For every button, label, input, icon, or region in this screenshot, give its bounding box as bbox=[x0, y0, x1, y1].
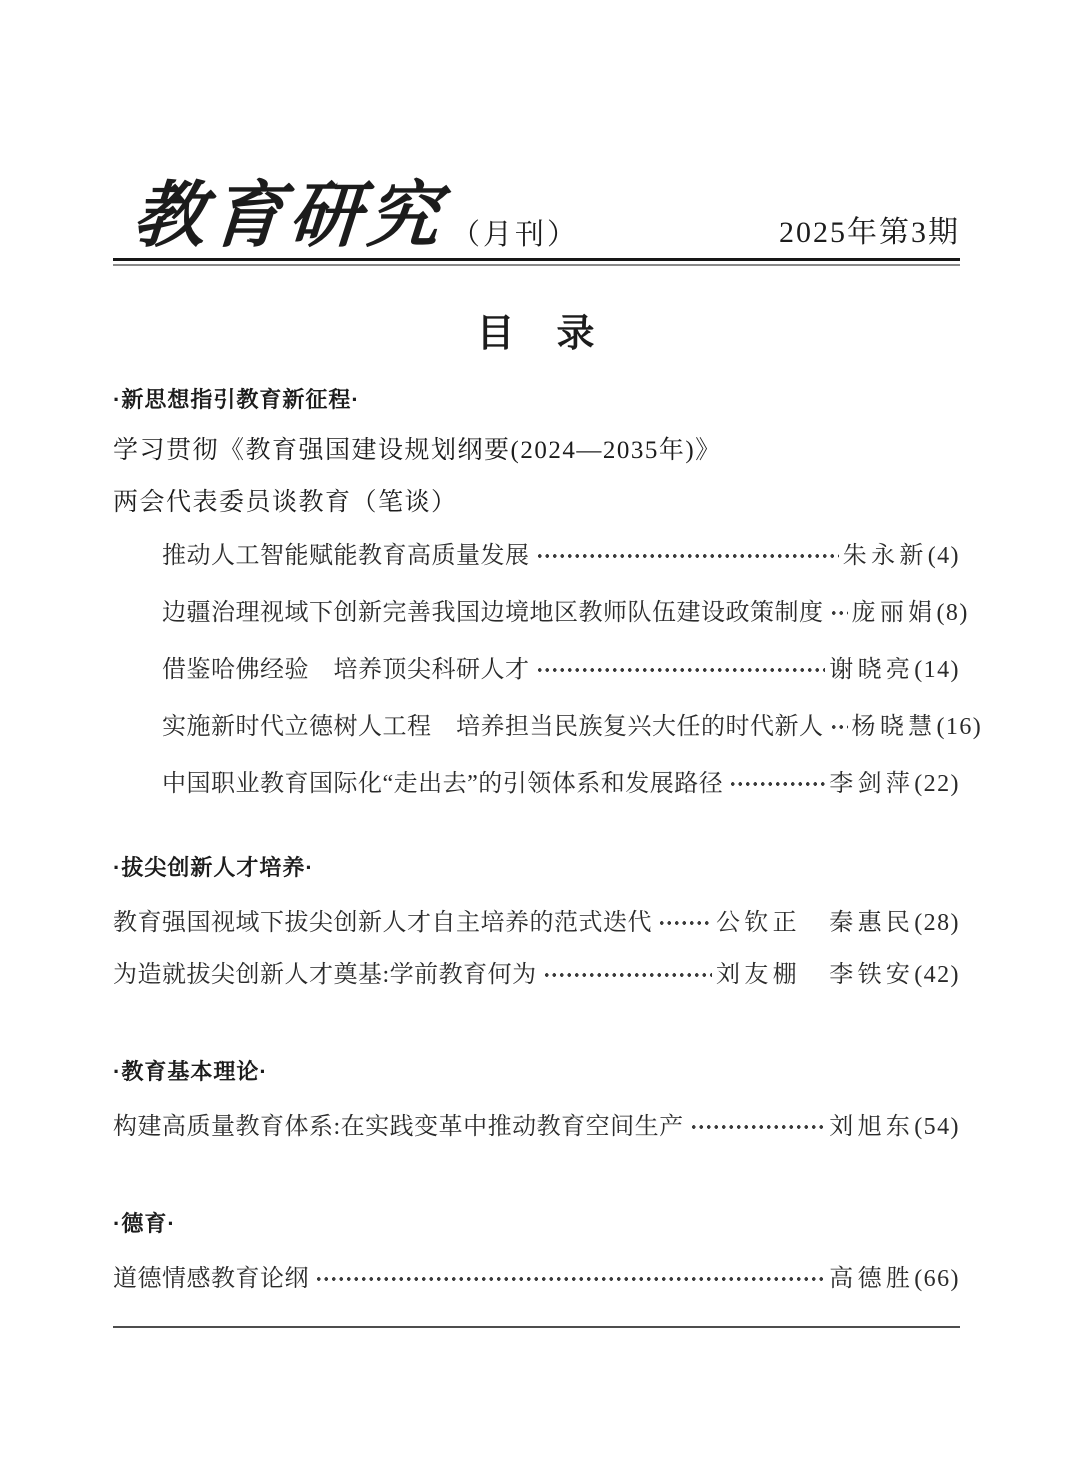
dot-leader bbox=[690, 1112, 826, 1142]
section-label: ·拔尖创新人才培养· bbox=[113, 855, 314, 880]
entry-page: (66) bbox=[914, 1266, 960, 1292]
entry-title: 中国职业教育国际化“走出去”的引领体系和发展路径 bbox=[162, 771, 724, 797]
entry-authors: 高德胜 bbox=[829, 1266, 915, 1292]
intro-line: 两会代表委员谈教育（笔谈） bbox=[113, 489, 458, 516]
toc-entry bbox=[162, 655, 960, 685]
toc-entry bbox=[113, 960, 960, 990]
entry-title: 推动人工智能赋能教育高质量发展 bbox=[162, 543, 530, 569]
entry-authors: 公钦正 秦惠民 bbox=[716, 910, 915, 936]
toc-entry bbox=[113, 1112, 960, 1142]
section-moral-education bbox=[113, 1212, 960, 1294]
entry-title: 边疆治理视域下创新完善我国边境地区教师队伍建设政策制度 bbox=[162, 600, 824, 626]
dot-leader bbox=[830, 598, 848, 628]
entry-authors: 朱永新 bbox=[842, 543, 928, 569]
journal-header bbox=[113, 168, 960, 256]
dot-leader bbox=[658, 908, 712, 938]
entry-page: (4) bbox=[927, 543, 960, 569]
footer-rule bbox=[113, 1326, 960, 1328]
entry-title: 为造就拔尖创新人才奠基:学前教育何为 bbox=[113, 962, 537, 988]
entry-title: 实施新时代立德树人工程 培养担当民族复兴大任的时代新人 bbox=[162, 714, 824, 740]
journal-subtitle: （月刊） bbox=[451, 219, 580, 251]
dot-leader bbox=[315, 1264, 825, 1294]
entry-authors: 谢晓亮 bbox=[829, 657, 915, 683]
entry-title: 道德情感教育论纲 bbox=[113, 1266, 309, 1292]
entry-page: (54) bbox=[914, 1114, 960, 1140]
header-rule bbox=[113, 258, 960, 266]
entry-page: (14) bbox=[914, 657, 960, 683]
intro-line: 学习贯彻《教育强国建设规划纲要(2024—2035年)》 bbox=[113, 437, 722, 464]
toc-title: 目 录 bbox=[476, 313, 597, 355]
entry-authors: 刘友棚 李铁安 bbox=[716, 962, 915, 988]
journal-logo: 教育研究 bbox=[130, 176, 448, 256]
toc-entry bbox=[162, 712, 983, 742]
section-top-talent bbox=[113, 856, 960, 990]
toc-entry bbox=[113, 908, 960, 938]
section-label: ·新思想指引教育新征程· bbox=[113, 387, 360, 412]
toc-entry bbox=[162, 769, 960, 799]
section-new-thought bbox=[113, 387, 983, 799]
entry-authors: 杨晓慧 bbox=[851, 714, 937, 740]
section-label: ·教育基本理论· bbox=[113, 1059, 268, 1084]
dot-leader bbox=[543, 960, 712, 990]
entry-authors: 李剑萍 bbox=[829, 771, 915, 797]
section-label: ·德育· bbox=[113, 1211, 176, 1236]
toc-entry bbox=[162, 598, 969, 628]
toc-entry bbox=[113, 1264, 960, 1294]
entry-authors: 刘旭东 bbox=[829, 1114, 915, 1140]
dot-leader bbox=[729, 769, 825, 799]
entry-page: (16) bbox=[936, 714, 983, 740]
entry-page: (28) bbox=[914, 910, 960, 936]
toc-entry bbox=[162, 541, 960, 571]
entry-title: 构建高质量教育体系:在实践变革中推动教育空间生产 bbox=[113, 1114, 684, 1140]
entry-page: (8) bbox=[936, 600, 969, 626]
entry-title: 教育强国视域下拔尖创新人才自主培养的范式迭代 bbox=[113, 910, 652, 936]
dot-leader bbox=[536, 541, 839, 571]
issue-label: 2025年第3期 bbox=[779, 216, 960, 249]
dot-leader bbox=[536, 655, 826, 685]
dot-leader bbox=[830, 712, 848, 742]
entry-page: (22) bbox=[914, 771, 960, 797]
section-basic-theory bbox=[113, 1060, 960, 1142]
entry-page: (42) bbox=[914, 962, 960, 988]
entry-title: 借鉴哈佛经验 培养顶尖科研人才 bbox=[162, 657, 530, 683]
entry-authors: 庞丽娟 bbox=[851, 600, 937, 626]
